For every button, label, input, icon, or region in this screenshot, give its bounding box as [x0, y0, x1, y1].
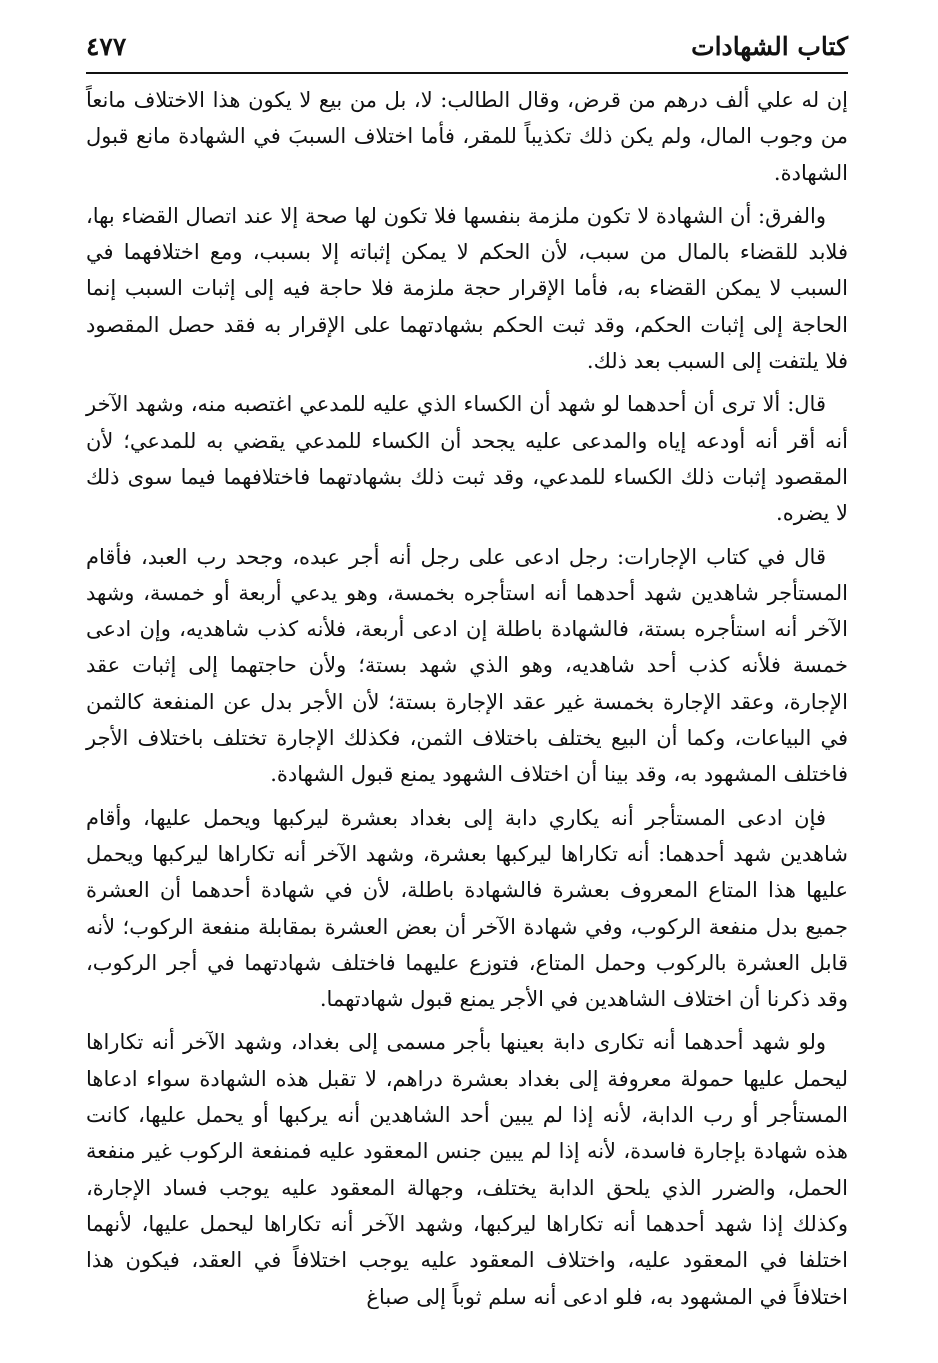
paragraph: قال في كتاب الإجارات: رجل ادعى على رجل أنه أجر عبده، وجحد رب العبد، فأقام المستأجر شاهدين شهد أحدهما أنه استأجره بخمسة، وهو يدعي أربعة أو خمسة، وشهد الآخر أنه استأجره بستة، فالشهادة باطلة إن ادعى أربعة، فلأنه كذب شاهديه، وإن ادعى خمسة فلأنه كذب أحد شاهديه، وهو الذي شهد بستة؛ ولأن حاجتهما إلى إثبات عقد الإجارة، وعقد الإجارة بخمسة غير عقد الإجارة بستة؛ لأن الأجر بدل عن المنفعة كالثمن في البياعات، وكما أن البيع يختلف باختلاف الثمن، فكذلك الإجارة تختلف باختلاف الأجر فاختلف المشهود به، وقد بينا أن اختلاف الشهود يمنع قبول الشهادة.	[86, 544, 848, 787]
page-number: ٤٧٧	[86, 32, 127, 61]
chapter-title: كتاب الشهادات	[691, 32, 848, 61]
paragraph: قال: ألا ترى أن أحدهما لو شهد أن الكساء الذي عليه للمدعي اغتصبه منه، وشهد الآخر أنه أقر أنه أودعه إياه والمدعى عليه يجحد أن الكساء للمدعي يقضي به للمدعي؛ لأن المقصود إثبات ذلك الكساء للمدعي، وقد ثبت ذلك بشهادتهما فاختلافهما فيما سوى ذلك لا يضره.	[86, 392, 848, 526]
paragraph: إن له علي ألف درهم من قرض، وقال الطالب: لا، بل من بيع لا يكون هذا الاختلاف مانعاً من وجوب المال، ولم يكن ذلك تكذيباً للمقر، فأما اختلاف السببَ في الشهادة مانع قبول الشهادة.	[86, 88, 848, 185]
paragraph: والفرق: أن الشهادة لا تكون ملزمة بنفسها فلا تكون لها صحة إلا عند اتصال القضاء بها، فلابد للقضاء بالمال من سبب، لأن الحكم لا يمكن إثباته إلا بسبب، ومع اختلافهما في السبب لا يمكن القضاء به، فأما الإقرار حجة ملزمة فلا حاجة فيه إلى إثبات السبب إنما الحاجة إلى إثبات الحكم، وقد ثبت الحكم بشهادتهما على الإقرار به فقد حصل المقصود فلا يلتفت إلى السبب بعد ذلك.	[86, 203, 848, 374]
body-text	[86, 82, 848, 1322]
paragraph: ولو شهد أحدهما أنه تكارى دابة بعينها بأجر مسمى إلى بغداد، وشهد الآخر أنه تكاراها ليحمل عليها حمولة معروفة إلى بغداد بعشرة دراهم، لا تقبل هذه الشهادة سواء ادعاها المستأجر أو رب الدابة، لأنه إذا لم يبين أحد الشاهدين أنه يركبها أو يحمل عليها، كانت هذه شهادة بإجارة فاسدة، لأنه إذا لم يبين جنس المعقود عليه فمنفعة الركوب غير منفعة الحمل، والضرر الذي يلحق الدابة يختلف، وجهالة المعقود عليه يوجب فساد الإجارة، وكذلك إذا شهد أحدهما أنه تكاراها ليركبها، وشهد الآخر أنه تكاراها ليحمل عليها، لأنهما اختلفا في المعقود عليه، واختلاف المعقود عليه يوجب اختلافاً في العقد، فيكون هذا اختلافاً في المشهود به، فلو ادعى أنه سلم ثوباً إلى صباغ	[86, 1030, 848, 1309]
page-header	[86, 30, 848, 74]
paragraph: فإن ادعى المستأجر أنه يكاري دابة إلى بغداد بعشرة ليركبها ويحمل عليها، وأقام شاهدين شهد أحدهما: أنه تكاراها ليركبها بعشرة، وشهد الآخر أنه تكاراها ليركبها ويحمل عليها هذا المتاع المعروف بعشرة فالشهادة باطلة، لأن في شهادة أحدهما أن العشرة جميع بدل منفعة الركوب، وفي شهادة الآخر أن بعض العشرة بمقابلة منفعة الركوب؛ لأنه قابل العشرة بالركوب وحمل المتاع، فتوزع عليهما فاختلف شهادتهما في أجر الركوب، وقد ذكرنا أن اختلاف الشاهدين في الأجر يمنع قبول شهادتهما.	[86, 805, 848, 1012]
